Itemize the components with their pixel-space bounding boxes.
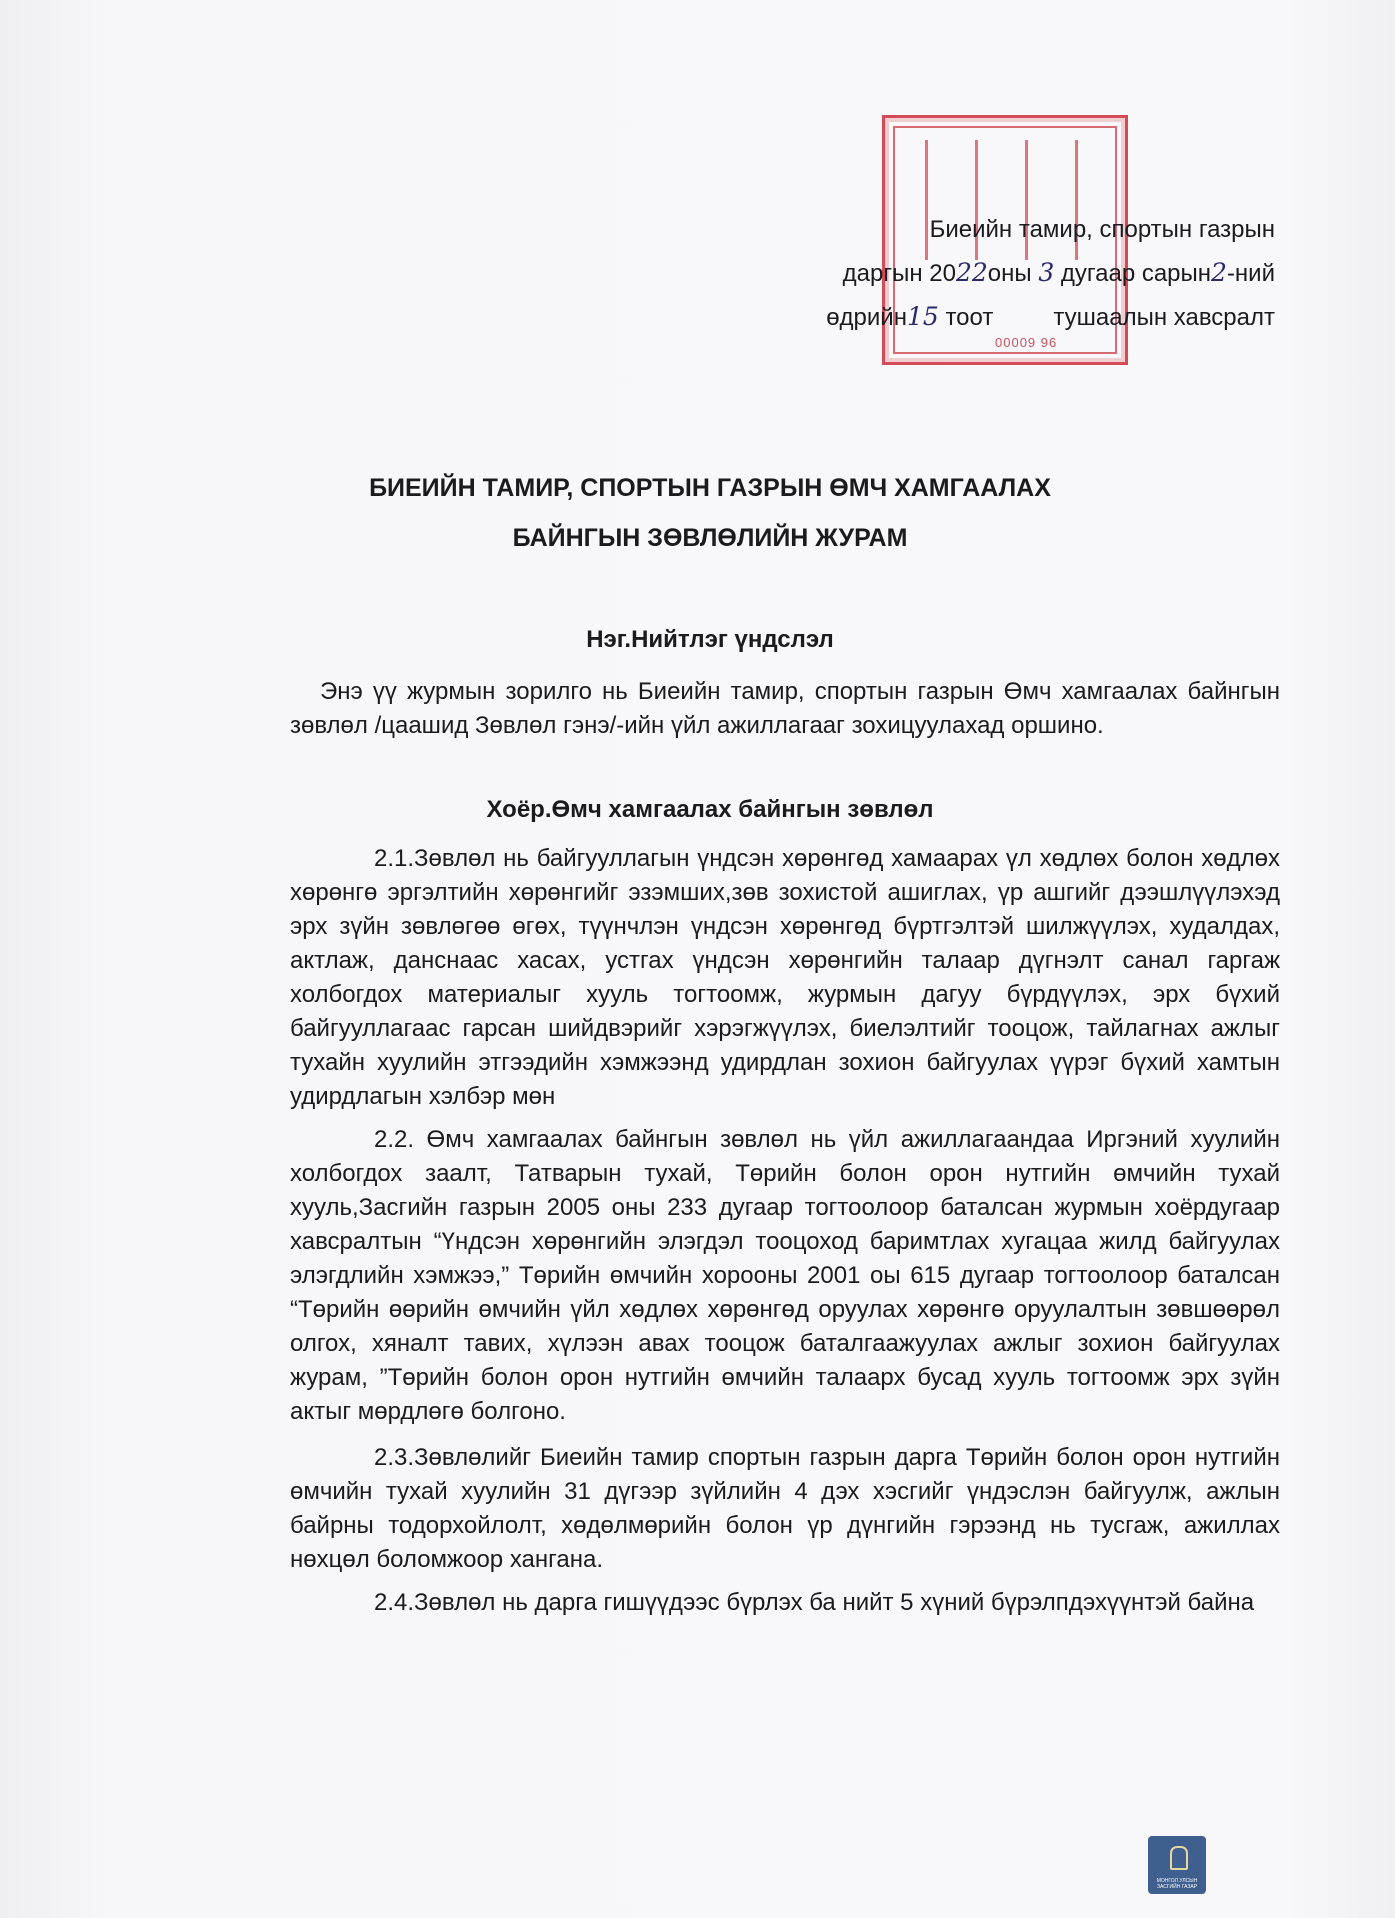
section-1-heading: Нэг.Нийтлэг үндслэл (586, 626, 834, 653)
document-title (160, 463, 1260, 563)
title-line-2: БАЙНГЫН ЗӨВЛӨЛИЙН ЖУРАМ (512, 524, 908, 552)
paragraph-2-4 (290, 1586, 1280, 1620)
attachment-line-3 (826, 295, 1275, 339)
attachment-text: өдрийн (826, 304, 907, 331)
attachment-text: тоот (945, 304, 994, 331)
attachment-text: даргын 20 (842, 260, 956, 287)
handwritten-number: 15 (906, 302, 939, 331)
logo-text: МОНГОЛ УЛСЫН ЗАСГИЙН ГАЗАР (1156, 1878, 1198, 1890)
attachment-text: оны (987, 260, 1032, 287)
paragraph-2-1 (290, 842, 1280, 1114)
paragraph-2-2 (290, 1123, 1280, 1429)
section-1-paragraph (290, 675, 1280, 743)
government-logo (1148, 1836, 1206, 1894)
paragraph-text: Энэ үү журмын зорилго нь Биеийн тамир, спортын газрын Өмч хамгаалах байнгын зөвлөл /цаашид Зөвлөл гэнэ/-ийн үйл ажиллагааг зохицуулахад оршино. (290, 678, 1280, 739)
paragraph-text: 2.3.Зөвлөлийг Биеийн тамир спортын газрын дарга Төрийн болон орон нутгийн өмчийн тухай хуулийн 31 дүгээр зүйлийн 4 дэх хэсгийг үндэслэн байгуулж, ажлын байрны тодорхойлолт, хөдөлмөрийн болон үр дүнгийн гэрээнд нь тусгаж, ажиллах нөхцөл боломжоор хангана. (290, 1444, 1280, 1573)
section-2-heading: Хоёр.Өмч хамгаалах байнгын зөвлөл (486, 796, 934, 823)
attachment-reference (826, 208, 1275, 339)
attachment-line-1: Биеийн тамир, спортын газрын (929, 216, 1275, 243)
handwritten-year: 22 (955, 258, 988, 287)
title-line-1: БИЕИЙН ТАМИР, СПОРТЫН ГАЗРЫН ӨМЧ ХАМГААЛАХ (369, 474, 1051, 502)
paragraph-2-3 (290, 1441, 1280, 1577)
attachment-line-2 (826, 251, 1275, 295)
attachment-text: тушаалын хавсралт (1053, 304, 1275, 331)
attachment-text: дугаар сарын (1060, 260, 1212, 287)
handwritten-month: 3 (1038, 258, 1055, 287)
soyombo-icon (1170, 1846, 1188, 1870)
stamp-number: 00009 96 (995, 335, 1058, 350)
paragraph-text: 2.2. Өмч хамгаалах байнгын зөвлөл нь үйл ажиллагаандаа Иргэний хуулийн холбогдох заалт, Татварын тухай, Төрийн болон орон нутгийн өмчийн тухай хууль,Засгийн газрын 2005 оны 233 дугаар тогтоолоор баталсан журмын хоёрдугаар хавсралтын “Үндсэн хөрөнгийн элэгдэл тооцоход баримтлах хугацаа жилд байгуулах элэгдлийн хэмжээ,” Төрийн өмчийн хорооны 2001 оы 615 дугаар тогтоолоор баталсан “Төрийн өөрийн өмчийн үйл хөдлөх хөрөнгөд оруулах хөрөнгө оруулалтын зөвшөөрөл олгох, хяналт тавих, хүлээн авах тооцож баталгаажуулах ажлыг зохион байгуулах журам, ”Төрийн болон орон нутгийн өмчийн талаарх бусад хууль тогтоомж эрх зүйн актыг мөрдлөгө болгоно. (290, 1126, 1280, 1425)
handwritten-day: 2 (1211, 258, 1227, 287)
paragraph-text: 2.1.Зөвлөл нь байгууллагын үндсэн хөрөнгөд хамаарах үл хөдлөх болон хөдлөх хөрөнгө эргэлтийн хөрөнгийг эзэмших,зөв зохистой ашиглах, үр ашгийг дээшлүүлэхэд эрх зүйн зөвлөгөө өгөх, түүнчлэн үндсэн хөрөнгөд бүртгэлтэй шилжүүлэх, худалдах, актлаж, данснаас хасах, устгах үндсэн хөрөнгийн талаар дүгнэлт санал гаргаж холбогдох материалыг хууль тогтоомж, журмын дагуу бүрдүүлэх, эрх бүхий байгууллагаас гарсан шийдвэрийг хэрэгжүүлэх, биелэлтийг тооцож, тайлагнах ажлыг тухайн хуулийн этгээдийн хэмжээнд удирдлан зохион байгуулах үүрэг бүхий хамтын удирдлагын хэлбэр мөн (290, 845, 1280, 1110)
paragraph-text: 2.4.Зөвлөл нь дарга гишүүдээс бүрлэх ба нийт 5 хүний бүрэлпдэхүүнтэй байна (374, 1589, 1255, 1616)
attachment-text: -ний (1226, 260, 1275, 287)
